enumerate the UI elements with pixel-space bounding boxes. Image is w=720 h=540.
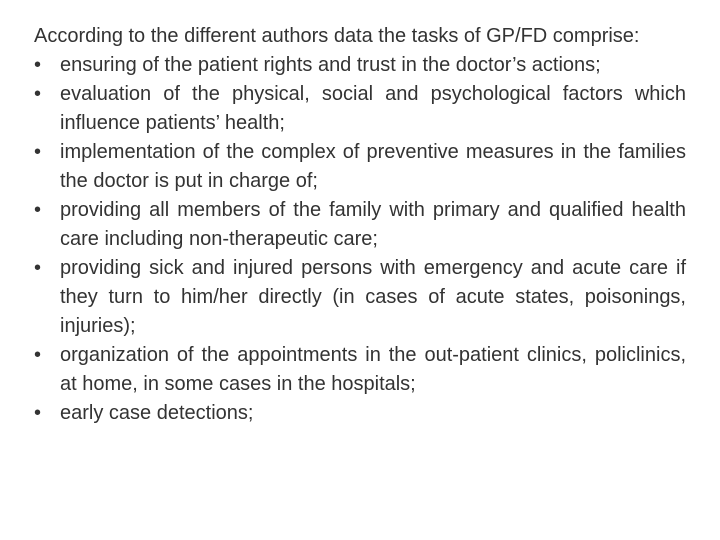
- list-item-text: evaluation of the physical, social and psychological factors which influence patients’ health;: [60, 83, 686, 134]
- list-item-text: early case detections;: [60, 402, 254, 424]
- bullet-icon: •: [34, 83, 42, 105]
- list-item: [34, 138, 686, 196]
- list-item: [34, 80, 686, 138]
- bullet-icon: •: [34, 402, 42, 424]
- list-item: [34, 196, 686, 254]
- list-item-text: providing all members of the family with primary and qualified health care including non-therapeutic care;: [60, 199, 686, 250]
- bullet-icon: •: [34, 199, 42, 221]
- list-item: [34, 51, 686, 80]
- task-list: [34, 51, 686, 428]
- bullet-icon: •: [34, 344, 42, 366]
- list-item: [34, 399, 686, 428]
- list-item-text: ensuring of the patient rights and trust in the doctor’s actions;: [60, 54, 601, 76]
- bullet-icon: •: [34, 54, 42, 76]
- list-item: [34, 341, 686, 399]
- intro-text: According to the different authors data the tasks of GP/FD comprise:: [34, 25, 640, 47]
- list-item: [34, 254, 686, 341]
- bullet-icon: •: [34, 141, 42, 163]
- slide-body: [34, 22, 686, 428]
- list-item-text: organization of the appointments in the out-patient clinics, policlinics, at home, in some cases in the hospitals;: [60, 344, 686, 395]
- bullet-icon: •: [34, 257, 42, 279]
- list-item-text: implementation of the complex of preventive measures in the families the doctor is put in charge of;: [60, 141, 686, 192]
- list-item-text: providing sick and injured persons with emergency and acute care if they turn to him/her directly (in cases of acute states, poisonings, injuries);: [60, 257, 686, 337]
